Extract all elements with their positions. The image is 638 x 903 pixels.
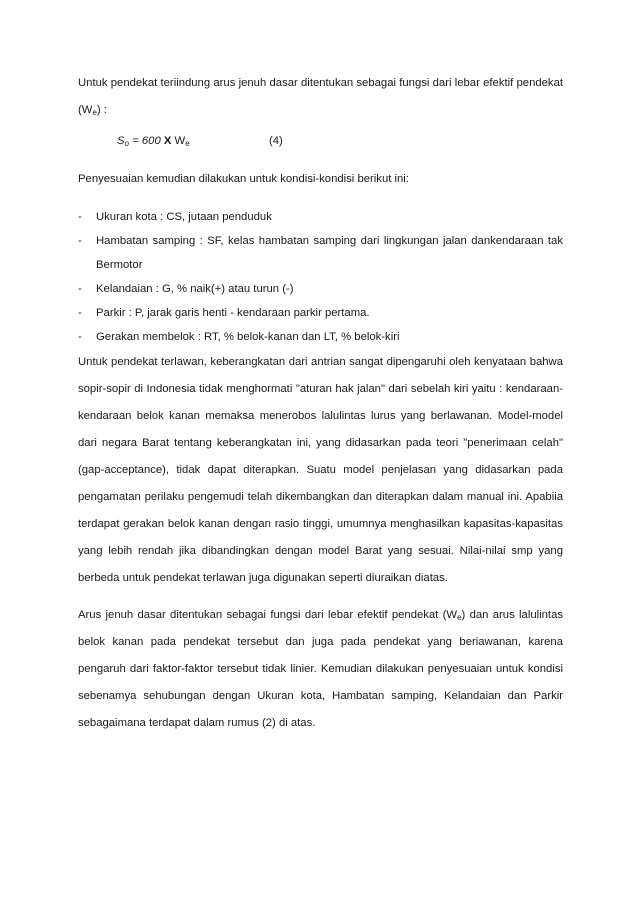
paragraph-saturation-flow-protected	[78, 70, 563, 124]
list-dash: -	[78, 331, 82, 343]
paragraph3-tail: ) dan arus lalulintas belok kanan pada pendekat tersebut dan juga pada pendekat yang beriawanan, karena pengaruh dari faktor-faktor tersebut tidak linier. Kemudian dilakukan penyesuaian untuk kondisi sebenamya sehubungan dengan Ukuran kota, Hambatan samping, Kelandaian dan Parkir sebagaimana terdapat dalam rumus (2) di atas.	[78, 609, 563, 729]
subscript-e: e	[92, 108, 97, 117]
formula-expression	[117, 128, 190, 155]
list-dash: -	[78, 235, 82, 247]
formula-equals-600: = 600	[129, 135, 164, 147]
list-item	[78, 277, 563, 301]
paragraph-saturation-flow-opposed	[78, 602, 563, 737]
document-page	[78, 70, 563, 737]
list-dash: -	[78, 283, 82, 295]
formula-number: (4)	[269, 135, 283, 147]
list-dash: -	[78, 211, 82, 223]
list-item-text: Hambatan samping : SF, kelas hambatan samping dari lingkungan jalan dankendaraan tak Bermotor	[96, 235, 563, 271]
list-item-text: Kelandaian : G, % naik(+) atau turun (-)	[96, 283, 294, 295]
list-item	[78, 229, 563, 277]
paragraph1-tail: ) :	[96, 104, 107, 116]
formula-w-subscript: e	[185, 139, 190, 148]
paragraph-opposed-approach: Untuk pendekat terlawan, keberangkatan dari antrian sangat dipengaruhi oleh kenyataan bahwa sopir-sopir di Indonesia tidak menghormati "aturan hak jalan" dari sebelah kiri yaitu : kendaraan-kendaraan belok kanan memaksa menerobos lalulintas lurus yang berlawanan. Model-model dari negara Barat tentang keberangkatan ini, yang didasarkan pada teori "penerimaan celah" (gap-acceptance), tidak dapat diterapkan. Suatu model penjelasan yang didasarkan pada pengamatan perilaku pengemudi telah dikembangkan dan diterapkan dalam manual ini. Apabiia terdapat gerakan belok kanan dengan rasio tinggi, umumnya menghasilkan kapasitas-kapasitas yang lebih rendah jika dibandingkan dengan model Barat yang sesuai. Nilai-nilai smp yang berbeda untuk pendekat terlawan juga digunakan seperti diuraikan diatas.	[78, 356, 563, 584]
formula-4	[78, 128, 563, 155]
list-item-text: Ukuran kota : CS, jutaan penduduk	[96, 211, 272, 223]
formula-s-letter: S	[117, 135, 125, 147]
formula-times-sign: X	[163, 135, 172, 147]
paragraph1-text: Untuk pendekat teriindung arus jenuh dasar ditentukan sebagai fungsi dari lebar efektif pendekat (W	[78, 77, 563, 116]
list-item	[78, 205, 563, 229]
list-dash: -	[78, 307, 82, 319]
list-item	[78, 325, 563, 349]
list-item-text: Parkir : P, jarak garis henti - kendaraan parkir pertama.	[96, 307, 370, 319]
paragraph3-text: Arus jenuh dasar ditentukan sebagai fungsi dari lebar efektif pendekat (W	[78, 609, 458, 621]
adjustment-intro: Penyesuaian kemudian dilakukan untuk kondisi-kondisi berikut ini:	[78, 173, 409, 185]
list-item	[78, 301, 563, 325]
adjustment-list	[78, 205, 563, 349]
formula-s-subscript: o	[124, 139, 129, 148]
list-item-text: Gerakan membelok : RT, % belok-kanan dan LT, % belok-kiri	[96, 331, 400, 343]
formula-w-letter: W	[171, 135, 186, 147]
subscript-e: e	[457, 613, 462, 622]
